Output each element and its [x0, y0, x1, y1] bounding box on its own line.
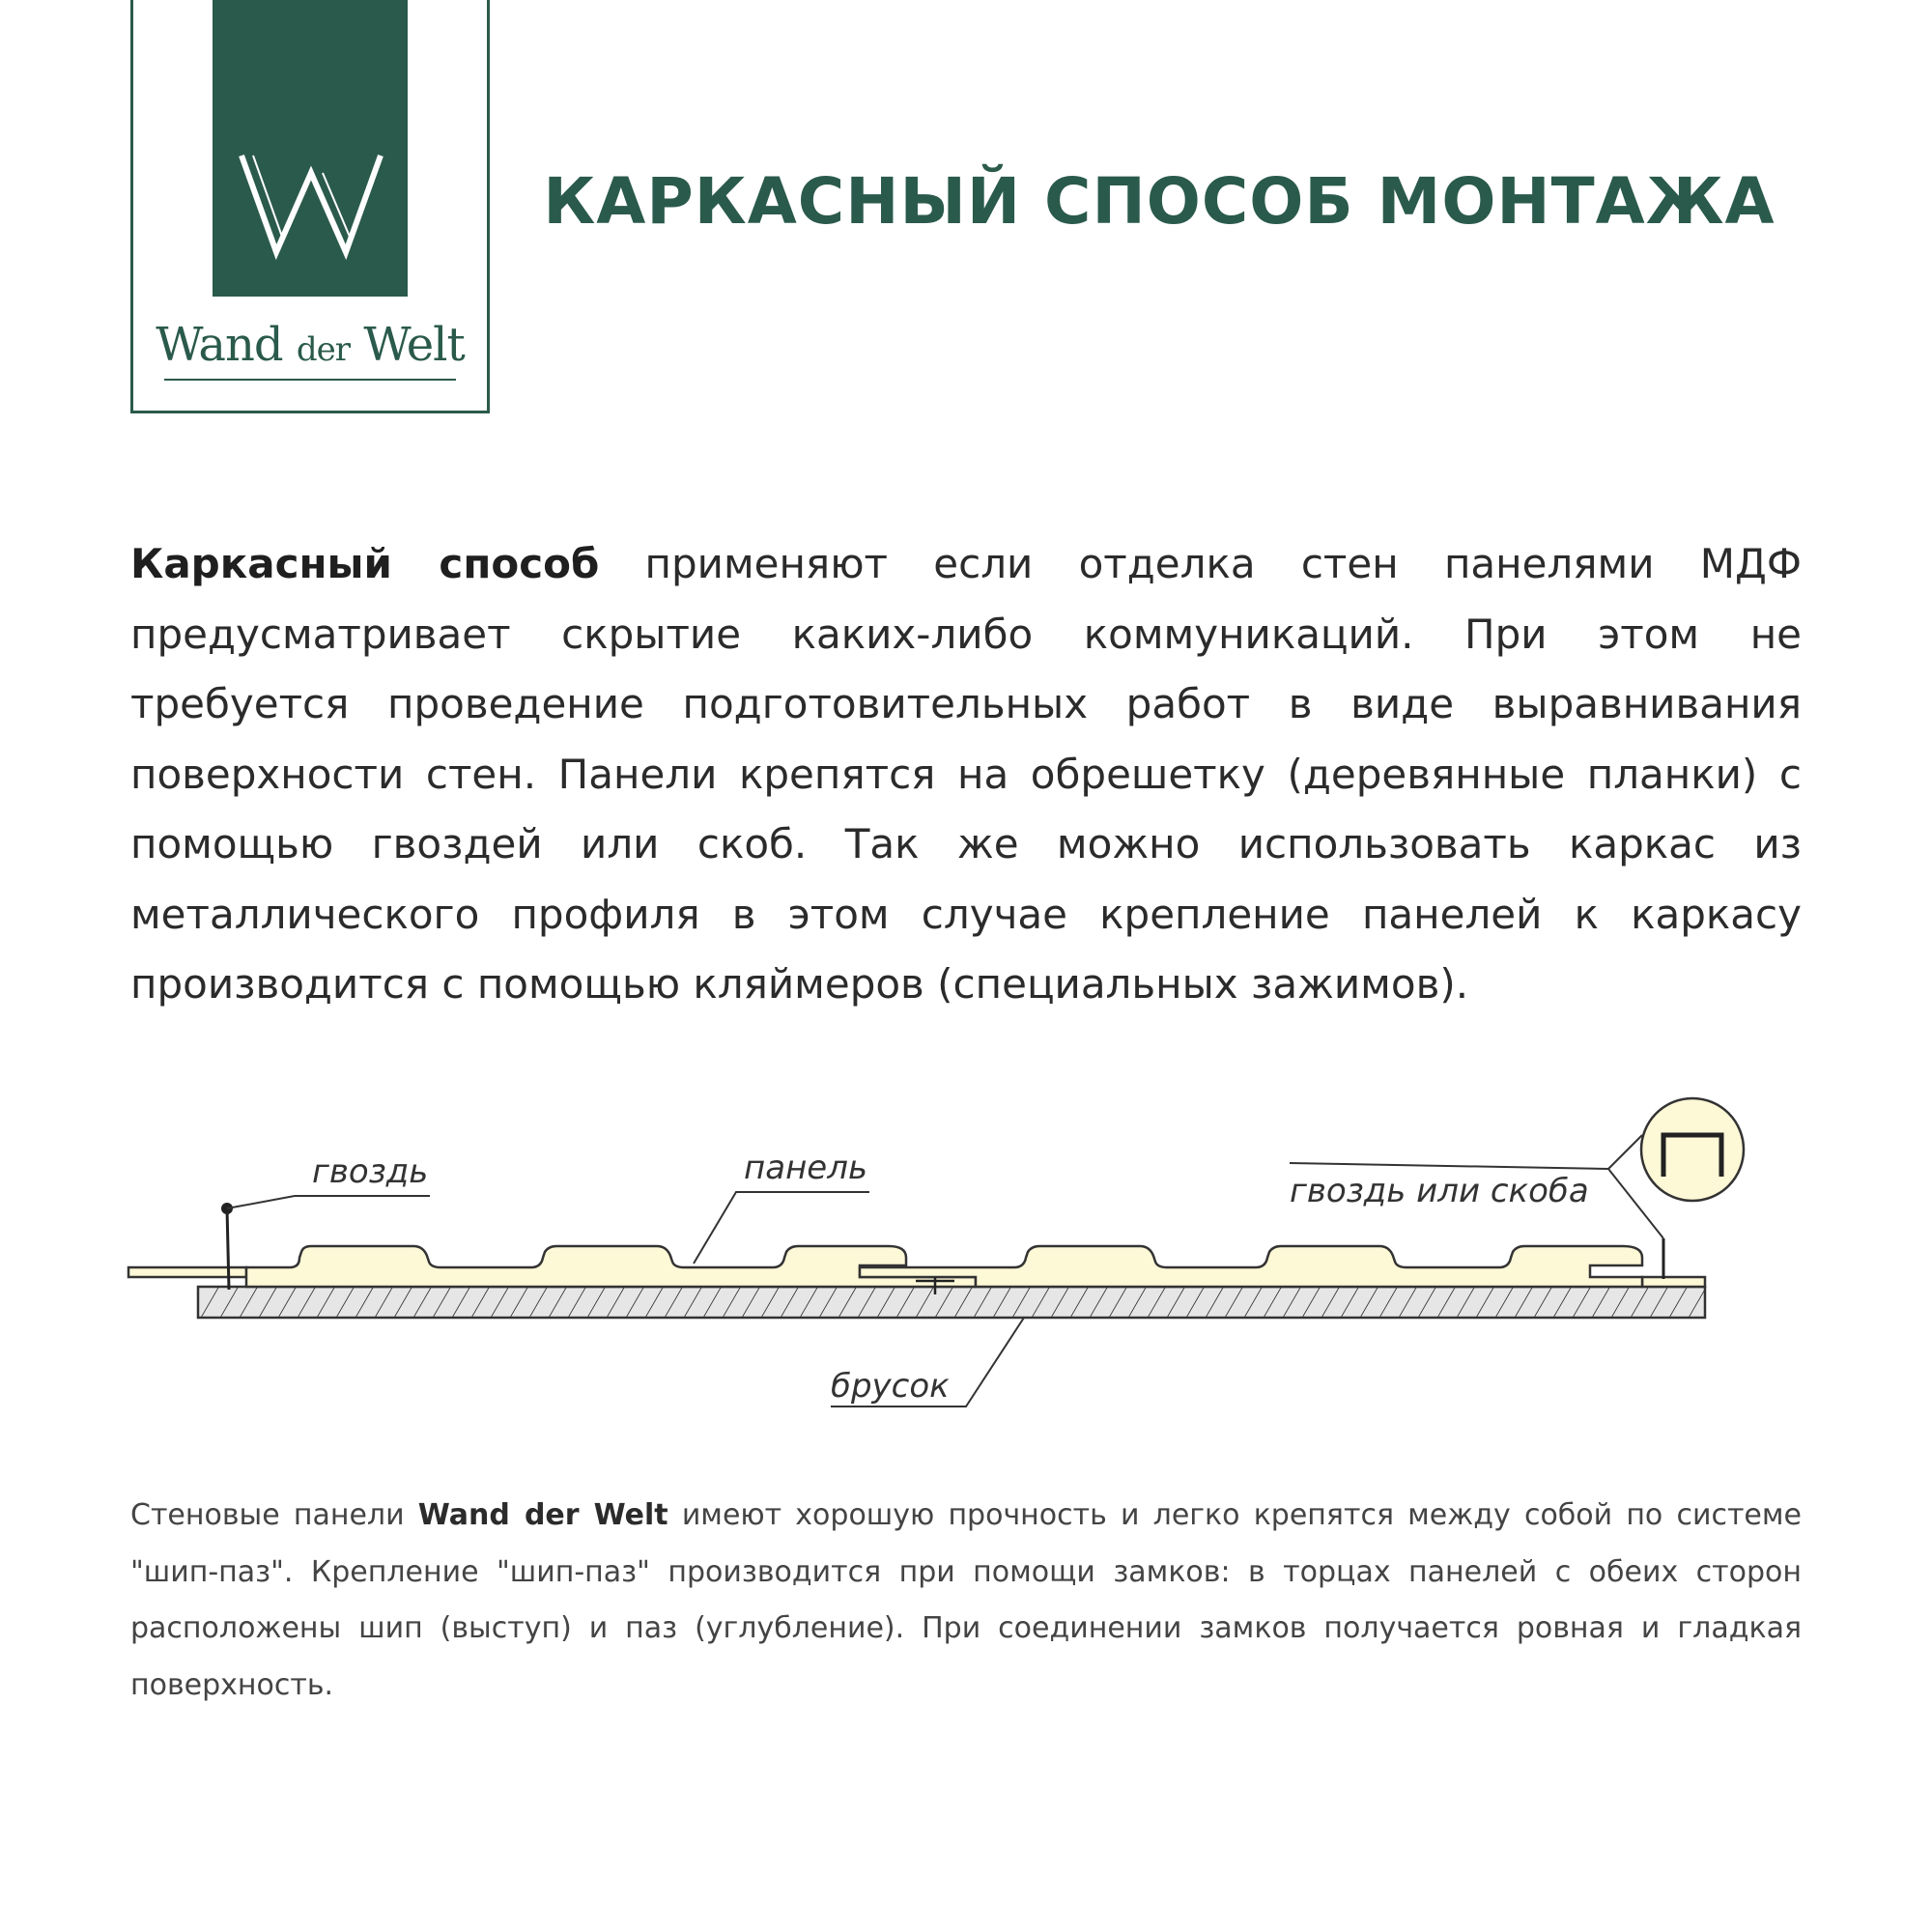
footer-paragraph — [130, 1488, 1802, 1714]
logo-wordmark — [133, 318, 487, 372]
footer-part2: имеют хорошую прочность и легко крепятся между собой по системе "шип-паз". Крепление "шип-паз" производится при помощи замков: в торцах панелей с обеих сторон расположены шип (выступ) и паз (углубление). При соединении замков получается ровная и гладкая поверхность. — [130, 1498, 1802, 1702]
panel-right — [860, 1246, 1642, 1287]
logo-word-3: Welt — [363, 318, 465, 372]
staple-callout — [1641, 1098, 1744, 1201]
nail-shaft — [227, 1208, 229, 1290]
logo-word-1: Wand — [156, 318, 283, 372]
mounting-diagram — [0, 1063, 1932, 1430]
footer-part1: Стеновые панели — [130, 1498, 418, 1532]
logo-mark — [213, 0, 408, 297]
batten — [198, 1287, 1705, 1318]
intro-paragraph — [130, 529, 1802, 1020]
label-nail: гвоздь — [312, 1152, 429, 1191]
label-nail-or-staple: гвоздь или скоба — [1290, 1172, 1589, 1210]
intro-text: применяют если отделка стен панелями МДФ предусматривает скрытие каких-либо коммуникаций. При этом не требуется проведение подготовительных работ в виде выравнивания поверхности стен. Панели крепятся на обрешетку (деревянные планки) с помощью гвоздей или скоб. Так же можно использовать каркас из металлического профиля в этом случае крепление панелей к каркасу производится с помощью кляймеров (специальных зажимов). — [130, 540, 1802, 1008]
leader-nail — [227, 1196, 430, 1208]
label-panel: панель — [744, 1149, 867, 1187]
logo-w-icon — [234, 144, 388, 260]
intro-lead: Каркасный способ — [130, 540, 600, 587]
leader-callout — [1608, 1135, 1642, 1169]
brand-logo — [130, 0, 490, 413]
label-batten: брусок — [831, 1367, 950, 1406]
right-tongue — [1642, 1277, 1705, 1287]
footer-brand: Wand der Welt — [417, 1498, 668, 1532]
logo-underline — [164, 379, 456, 381]
logo-word-2: der — [296, 330, 351, 369]
page-title: КАРКАСНЫЙ СПОСОБ МОНТАЖА — [543, 164, 1776, 239]
